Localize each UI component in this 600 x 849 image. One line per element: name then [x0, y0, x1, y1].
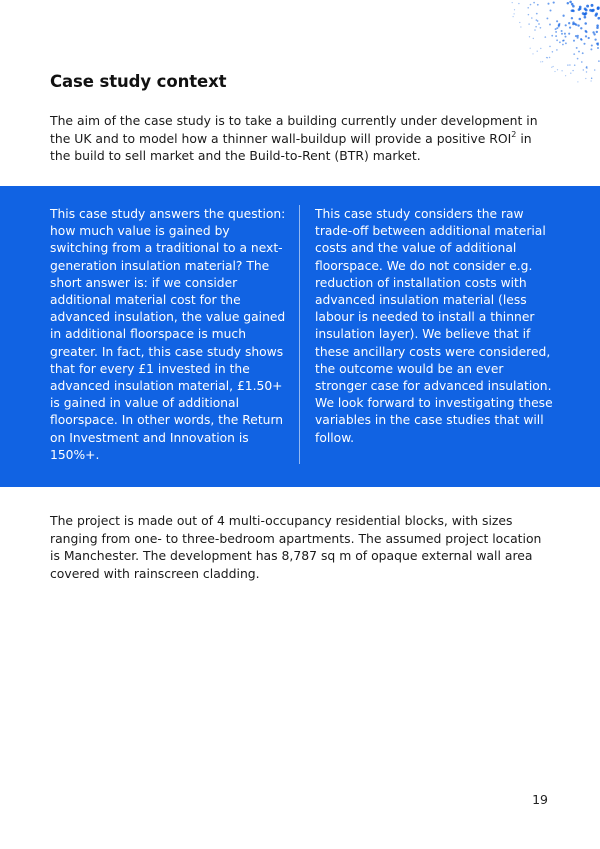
decorative-dot	[596, 24, 599, 27]
decorative-dot	[513, 13, 514, 14]
decorative-dot	[586, 71, 587, 72]
decorative-dot	[586, 5, 589, 8]
decorative-dot	[568, 33, 570, 35]
decorative-dot	[583, 43, 585, 45]
band-right-column: This case study considers the raw trade-off between additional material costs and the value of additional floorspace. We do not consider e.g. reduction of installation costs with advanced insulation material (less labour is needed to install a thinner insulation layer). We believe that if these ancillary costs were considered, the outcome would be an ever stronger case for advanced insulation. We look forward to investigating these variables in the case studies that will follow.	[315, 207, 553, 445]
decorative-dot	[584, 8, 587, 11]
intro-text-part-1: The aim of the case study is to take a building currently under development in the UK and to model how a thinner wall-buildup will provide a positive ROI	[50, 113, 538, 146]
decorative-dot	[565, 36, 567, 38]
decorative-dot	[569, 26, 571, 28]
decorative-dot	[542, 61, 543, 62]
decorative-dot	[513, 16, 514, 17]
decorative-dot	[565, 24, 567, 26]
decorative-dot	[597, 7, 600, 10]
footnote-reference[interactable]: 2	[511, 129, 517, 139]
decorative-dot	[549, 9, 551, 11]
decorative-dot	[569, 64, 571, 66]
decorative-dot	[556, 20, 558, 22]
decorative-dot	[576, 47, 578, 49]
decorative-dot	[561, 30, 563, 32]
decorative-dot	[512, 2, 513, 3]
decorative-dot	[588, 37, 590, 39]
decorative-dot	[562, 44, 564, 46]
decorative-dot	[557, 69, 558, 70]
decorative-dot	[594, 38, 596, 40]
decorative-dot	[549, 24, 551, 26]
decorative-dot	[514, 9, 515, 10]
decorative-dot	[533, 2, 535, 4]
decorative-dot	[577, 35, 579, 37]
decorative-dot	[563, 39, 565, 41]
decorative-dot	[530, 48, 531, 49]
decorative-dot	[572, 23, 574, 25]
decorative-dot	[585, 31, 587, 33]
decorative-dot	[596, 31, 598, 33]
decorative-dot	[561, 33, 563, 35]
decorative-dot	[556, 27, 558, 29]
decorative-dot	[549, 57, 550, 58]
page-number: 19	[532, 792, 548, 807]
decorative-dot	[536, 13, 538, 15]
decorative-dot	[556, 49, 558, 51]
decorative-dot	[577, 24, 579, 26]
decorative-dot	[567, 2, 569, 4]
decorative-dot	[584, 22, 587, 25]
decorative-dot	[585, 78, 586, 79]
decorative-dot	[597, 42, 599, 44]
decorative-dot	[565, 42, 567, 44]
decorative-dot	[594, 69, 596, 71]
highlight-band	[0, 186, 600, 487]
decorative-dot	[529, 36, 530, 37]
decorative-dot	[567, 64, 568, 65]
decorative-dot	[586, 66, 588, 68]
decorative-dot	[540, 48, 541, 49]
decorative-dot	[547, 3, 549, 5]
decorative-dot	[582, 52, 584, 54]
decorative-dot	[531, 17, 533, 19]
section-heading: Case study context	[50, 72, 227, 91]
decorative-dot	[592, 31, 594, 33]
column-divider	[299, 205, 300, 464]
decorative-dot	[564, 33, 566, 35]
decorative-dot	[574, 64, 576, 66]
decorative-dot	[552, 66, 553, 67]
decorative-dot	[528, 23, 529, 24]
decorative-dot	[532, 53, 533, 54]
decorative-dot	[585, 35, 587, 37]
intro-paragraph	[50, 112, 555, 165]
decorative-dot	[562, 15, 564, 17]
decorative-dot	[520, 26, 521, 27]
decorative-dot	[571, 10, 574, 13]
decorative-dot	[549, 46, 551, 48]
decorative-dot	[590, 48, 592, 50]
decorative-dot	[573, 40, 575, 42]
decorative-dot	[591, 44, 593, 46]
decorative-dot	[577, 81, 578, 82]
decorative-dot	[540, 27, 542, 29]
decorative-dot	[544, 36, 546, 38]
decorative-dot	[538, 23, 540, 25]
decorative-dot	[578, 51, 580, 53]
decorative-dot	[546, 17, 548, 19]
decorative-dot	[554, 71, 555, 72]
decorative-dot	[580, 27, 582, 29]
decorative-dot	[537, 51, 538, 52]
decorative-dot	[591, 78, 592, 79]
decorative-dot	[558, 23, 560, 25]
decorative-dot	[553, 2, 555, 4]
decorative-dot	[551, 67, 552, 68]
decorative-dot	[527, 7, 529, 9]
decorative-dot	[572, 70, 573, 71]
decorative-dot	[580, 38, 582, 40]
decorative-dot	[528, 14, 530, 16]
decorative-dot	[591, 4, 594, 7]
decorative-dot	[565, 75, 566, 76]
decorative-dot	[559, 41, 561, 43]
decorative-dot	[569, 1, 572, 4]
dot-pattern-decoration	[510, 0, 600, 85]
decorative-dot	[555, 35, 557, 37]
decorative-dot	[551, 35, 553, 37]
decorative-dot	[595, 12, 598, 15]
decorative-dot	[537, 4, 539, 6]
decorative-dot	[577, 58, 579, 60]
decorative-dot	[571, 17, 573, 19]
decorative-dot	[534, 29, 536, 31]
decorative-dot	[582, 12, 585, 15]
decorative-dot	[579, 18, 582, 21]
decorative-dot	[584, 16, 587, 19]
decorative-dot	[552, 51, 554, 53]
decorative-dot	[583, 69, 584, 70]
decorative-dot	[518, 3, 519, 4]
decorative-dot	[540, 61, 541, 62]
decorative-dot	[537, 20, 539, 22]
decorative-dot	[581, 61, 583, 63]
decorative-dot	[578, 8, 581, 11]
intro-text-part-2: in the build to sell market and the Build-to-Rent (BTR) market.	[50, 130, 532, 163]
decorative-dot	[561, 70, 562, 71]
decorative-dot	[568, 22, 570, 24]
decorative-dot	[556, 39, 558, 41]
decorative-dot	[589, 9, 592, 12]
band-left-column: This case study answers the question: how much value is gained by switching from a traditional to a next-generation insulation material? The short answer is: if we consider additional material cost for the advanced insulation, the value gained in additional floorspace is much greater. In fact, this case study shows that for every £1 invested in the advanced insulation material, £1.50+ is gained in value of additional floorspace. In other words, the Return on Investment and Innovation is 150%+.	[50, 207, 286, 462]
decorative-dot	[570, 73, 571, 74]
decorative-dot	[530, 4, 532, 6]
decorative-dot	[573, 53, 575, 55]
decorative-dot	[597, 47, 599, 49]
decorative-dot	[547, 57, 548, 58]
decorative-dot	[555, 28, 557, 30]
project-paragraph: The project is made out of 4 multi-occupancy residential blocks, with sizes ranging from one- to three-bedroom apartments. The assumed project location is Manchester. The development has 8,787 sq m of opaque external wall area covered with rainscreen cladding.	[50, 513, 542, 581]
decorative-dot	[519, 22, 520, 23]
decorative-dot	[590, 80, 591, 81]
decorative-dot	[571, 3, 574, 6]
decorative-dot	[555, 31, 557, 33]
decorative-dot	[533, 38, 534, 39]
decorative-dot	[535, 26, 537, 28]
